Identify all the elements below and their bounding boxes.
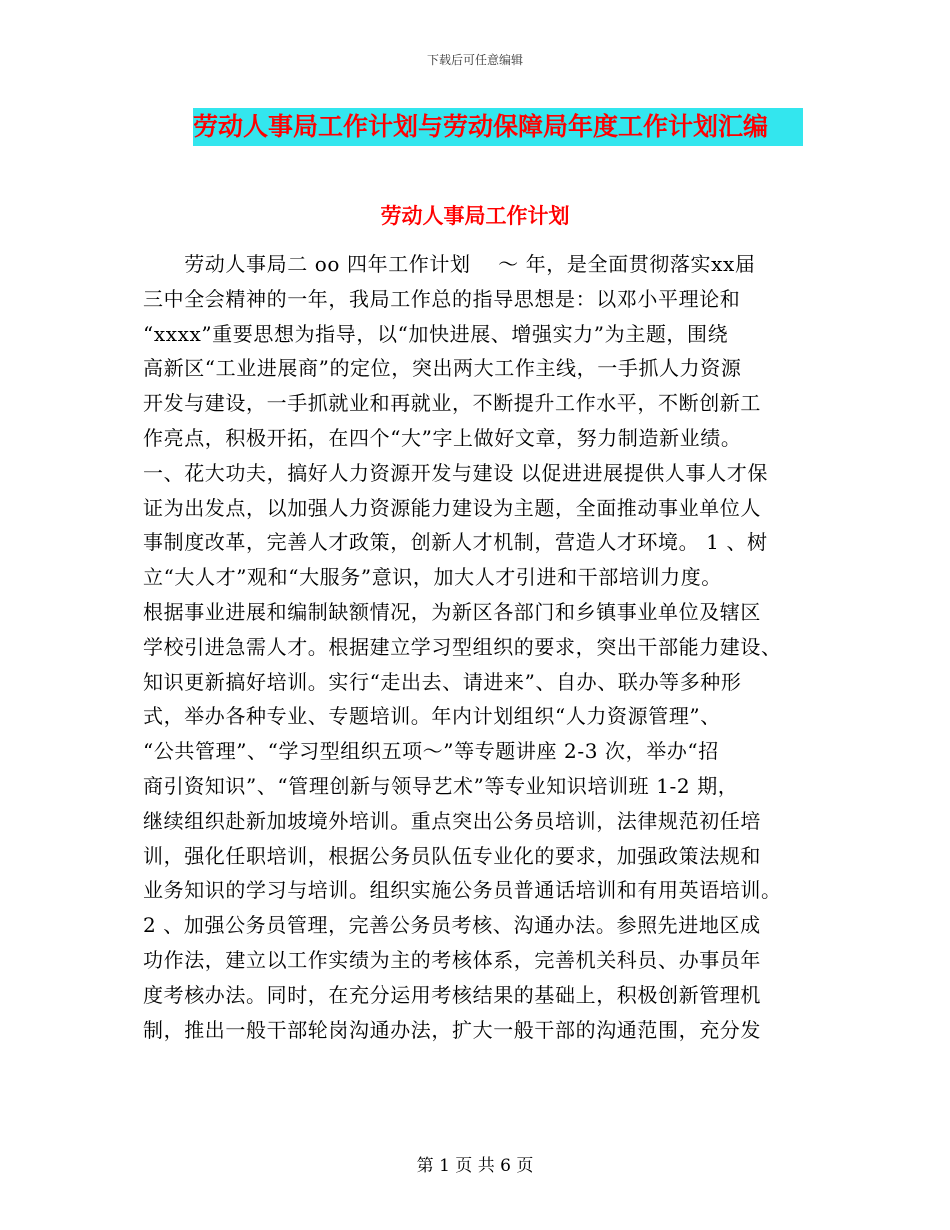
section-title: 劳动人事局工作计划	[380, 203, 570, 228]
body-line: 事制度改革，完善人才政策，创新人才机制，营造人才环境。 1 、树	[143, 530, 768, 555]
document-title-highlight	[193, 108, 803, 146]
body-line: 证为出发点，以加强人力资源能力建设为主题，全面推动事业单位人	[143, 495, 761, 520]
body-line: “xxxx”重要思想为指导，以“加快进展、增强实力”为主题，围绕	[143, 321, 729, 346]
body-line: “公共管理”、“学习型组织五项～”等专题讲座 2-3 次，举办“招	[143, 739, 719, 764]
body-line: 学校引进急需人才。根据建立学习型组织的要求，突出干部能力建设、	[143, 634, 782, 659]
page-footer: 第 1 页 共 6 页	[416, 1156, 534, 1176]
body-line: 高新区“工业进展商”的定位，突出两大工作主线，一手抓人力资源	[143, 356, 742, 381]
body-line: 三中全会精神的一年，我局工作总的指导思想是：以邓小平理论和	[143, 286, 741, 311]
body-line: 制，推出一般干部轮岗沟通办法，扩大一般干部的沟通范围，充分发	[143, 1017, 761, 1042]
header-note: 下载后可任意编辑	[426, 53, 523, 67]
body-line: 根据事业进展和编制缺额情况，为新区各部门和乡镇事业单位及辖区	[143, 599, 761, 624]
body-line: 继续组织赴新加坡境外培训。重点突出公务员培训，法律规范初任培	[143, 808, 761, 833]
body-line: 劳动人事局二 oo 四年工作计划 ～ 年，是全面贯彻落实xx届	[143, 252, 756, 276]
body-line: 训，强化任职培训，根据公务员队伍专业化的要求，加强政策法规和	[143, 843, 761, 868]
body-line: 度考核办法。同时，在充分运用考核结果的基础上，积极创新管理机	[143, 982, 761, 1007]
body-line: 立“大人才”观和“大服务”意识，加大人才引进和干部培训力度。	[143, 565, 722, 590]
body-line: 式，举办各种专业、专题培训。年内计划组织“人力资源管理”、	[143, 704, 721, 729]
body-line: 商引资知识”、“管理创新与领导艺术”等专业知识培训班 1-2 期，	[143, 773, 739, 798]
body-line: 功作法，建立以工作实绩为主的考核体系，完善机关科员、办事员年	[143, 947, 761, 972]
body-line: 业务知识的学习与培训。组织实施公务员普通话培训和有用英语培训。	[143, 878, 782, 903]
body-line: 2 、加强公务员管理，完善公务员考核、沟通办法。参照先进地区成	[143, 913, 761, 938]
body-text	[143, 247, 808, 1047]
body-line: 作亮点，积极开拓，在四个“大”字上做好文章，努力制造新业绩。	[143, 425, 742, 450]
body-line: 知识更新搞好培训。实行“走出去、请进来”、自办、联办等多种形	[143, 669, 742, 694]
document-title: 劳动人事局工作计划与劳动保障局年度工作计划汇编	[193, 112, 769, 141]
body-line: 一、花大功夫，搞好人力资源开发与建设 以促进进展提供人事人才保	[143, 460, 768, 485]
body-line: 开发与建设，一手抓就业和再就业，不断提升工作水平，不断创新工	[143, 391, 761, 416]
